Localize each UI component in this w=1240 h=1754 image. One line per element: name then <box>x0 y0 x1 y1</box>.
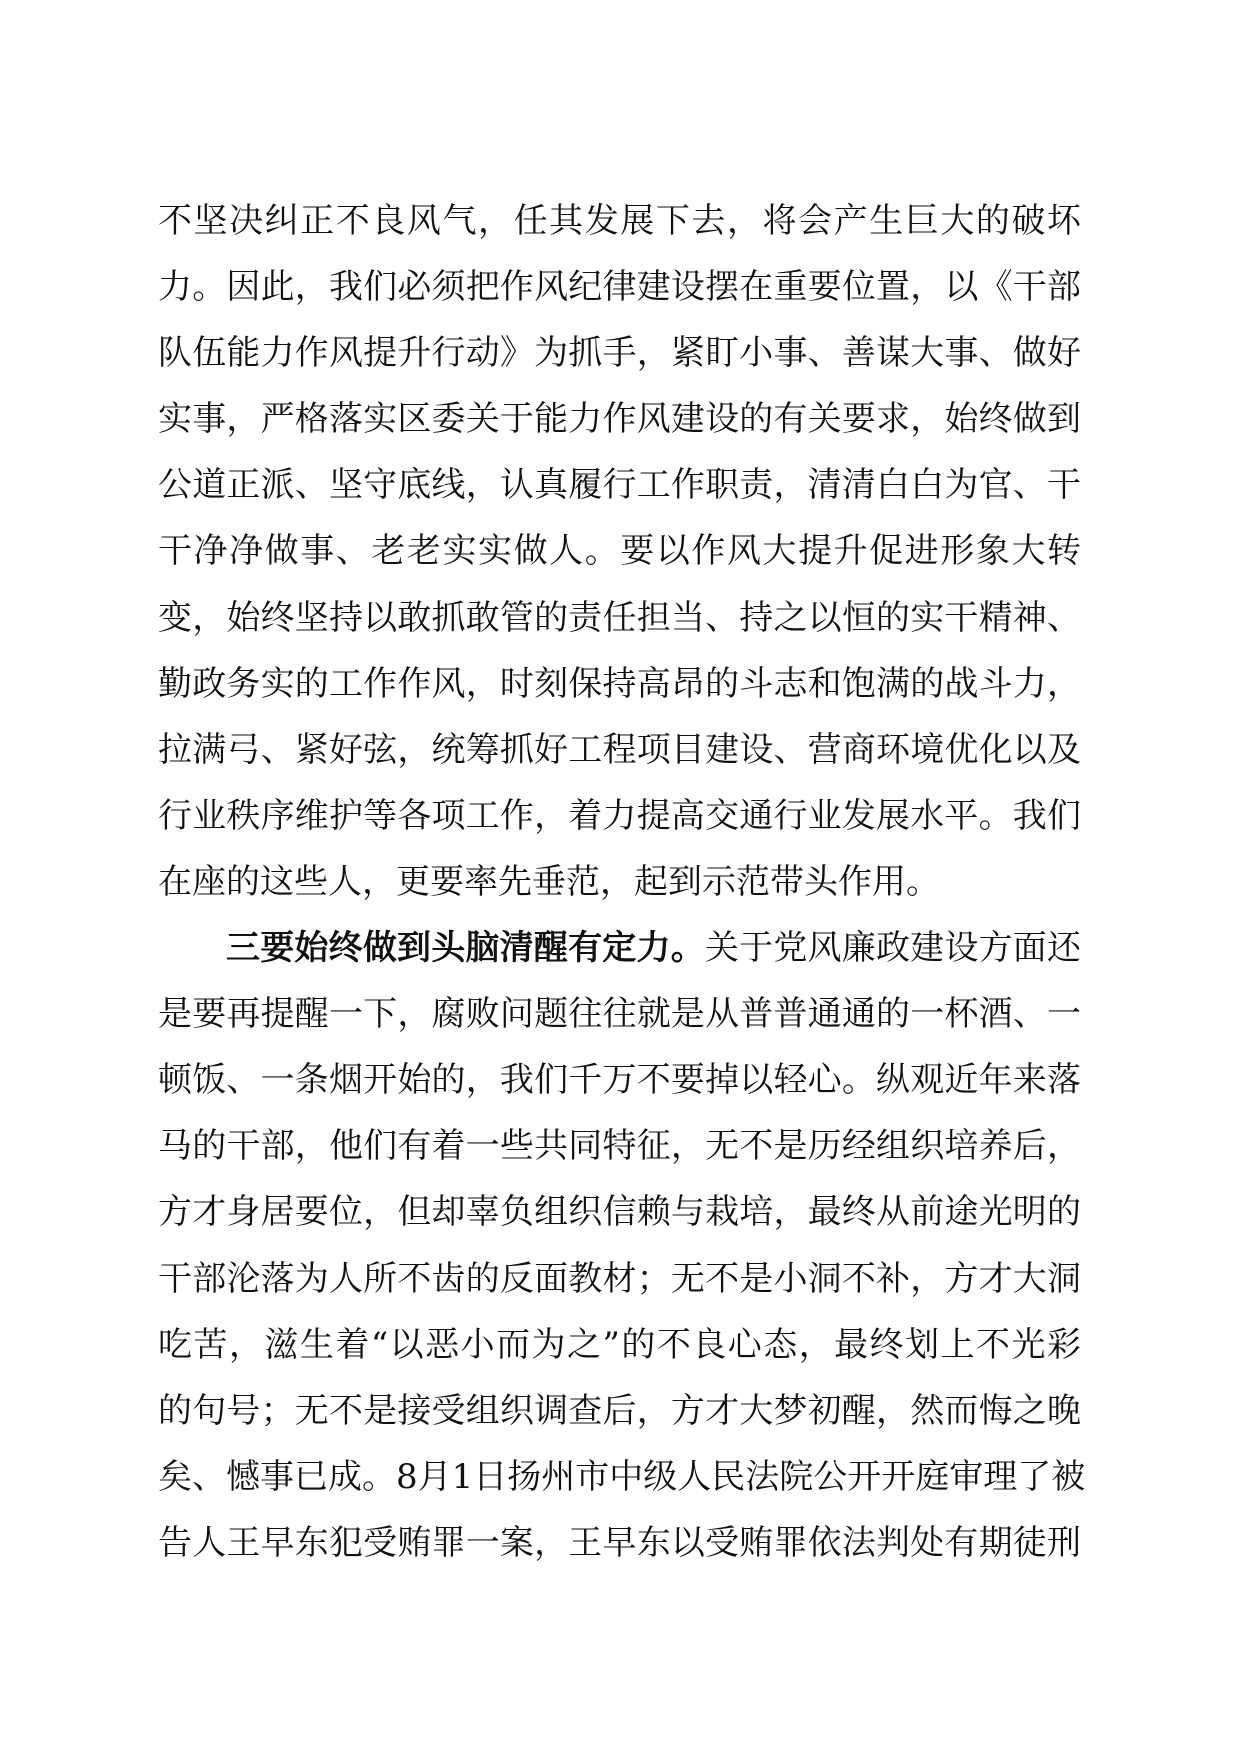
text-line: 干净净做事、老老实实做人。要以作风大提升促进形象大转 <box>158 531 1081 572</box>
text-line: 公道正派、坚守底线，认真履行工作职责，清清白白为官、干 <box>158 465 1081 506</box>
text-line: 勤政务实的工作作风，时刻保持高昂的斗志和饱满的战斗力， <box>158 663 1081 704</box>
text-line: 的句号；无不是接受组织调查后，方才大梦初醒，然而悔之晚 <box>158 1390 1081 1431</box>
section-heading: 三要始终做到头脑清醒有定力。 <box>226 928 705 969</box>
text-line: 干部沦落为人所不齿的反面教材；无不是小洞不补，方才大洞 <box>158 1258 1081 1299</box>
text-line: 是要再提醒一下，腐败问题往往就是从普普通通的一杯酒、一 <box>158 994 1081 1035</box>
document-body <box>158 188 1086 1576</box>
paragraph-2 <box>158 915 1086 1576</box>
paragraph-first-line <box>158 915 1081 981</box>
text-line: 拉满弓、紧好弦，统筹抓好工程项目建设、营商环境优化以及 <box>158 729 1081 770</box>
text-span: 关于党风廉政建设方面还 <box>704 928 1082 969</box>
text-line: 变，始终坚持以敢抓敢管的责任担当、持之以恒的实干精神、 <box>158 597 1081 638</box>
text-line: 实事，严格落实区委关于能力作风建设的有关要求，始终做到 <box>158 399 1081 440</box>
text-line: 马的干部，他们有着一些共同特征，无不是历经组织培养后， <box>158 1126 1081 1167</box>
text-line: 力。因此，我们必须把作风纪律建设摆在重要位置，以《干部 <box>158 267 1081 308</box>
text-line: 矣、憾事已成。8月1日扬州市中级人民法院公开开庭审理了被 <box>158 1456 1086 1497</box>
text-line: 在座的这些人，更要率先垂范，起到示范带头作用。 <box>158 861 940 902</box>
paragraph-1 <box>158 188 1081 915</box>
text-line: 方才身居要位，但却辜负组织信赖与栽培，最终从前途光明的 <box>158 1192 1081 1233</box>
text-line: 行业秩序维护等各项工作，着力提高交通行业发展水平。我们 <box>158 795 1081 836</box>
text-line: 不坚决纠正不良风气，任其发展下去，将会产生巨大的破坏 <box>158 201 1081 241</box>
text-line: 队伍能力作风提升行动》为抓手，紧盯小事、善谋大事、做好 <box>158 333 1081 374</box>
text-line: 吃苦，滋生着“以恶小而为之”的不良心态，最终划上不光彩 <box>158 1324 1081 1365</box>
text-line: 告人王早东犯受贿罪一案，王早东以受贿罪依法判处有期徒刑 <box>158 1522 1081 1563</box>
text-line: 顿饭、一条烟开始的，我们千万不要掉以轻心。纵观近年来落 <box>158 1060 1081 1101</box>
